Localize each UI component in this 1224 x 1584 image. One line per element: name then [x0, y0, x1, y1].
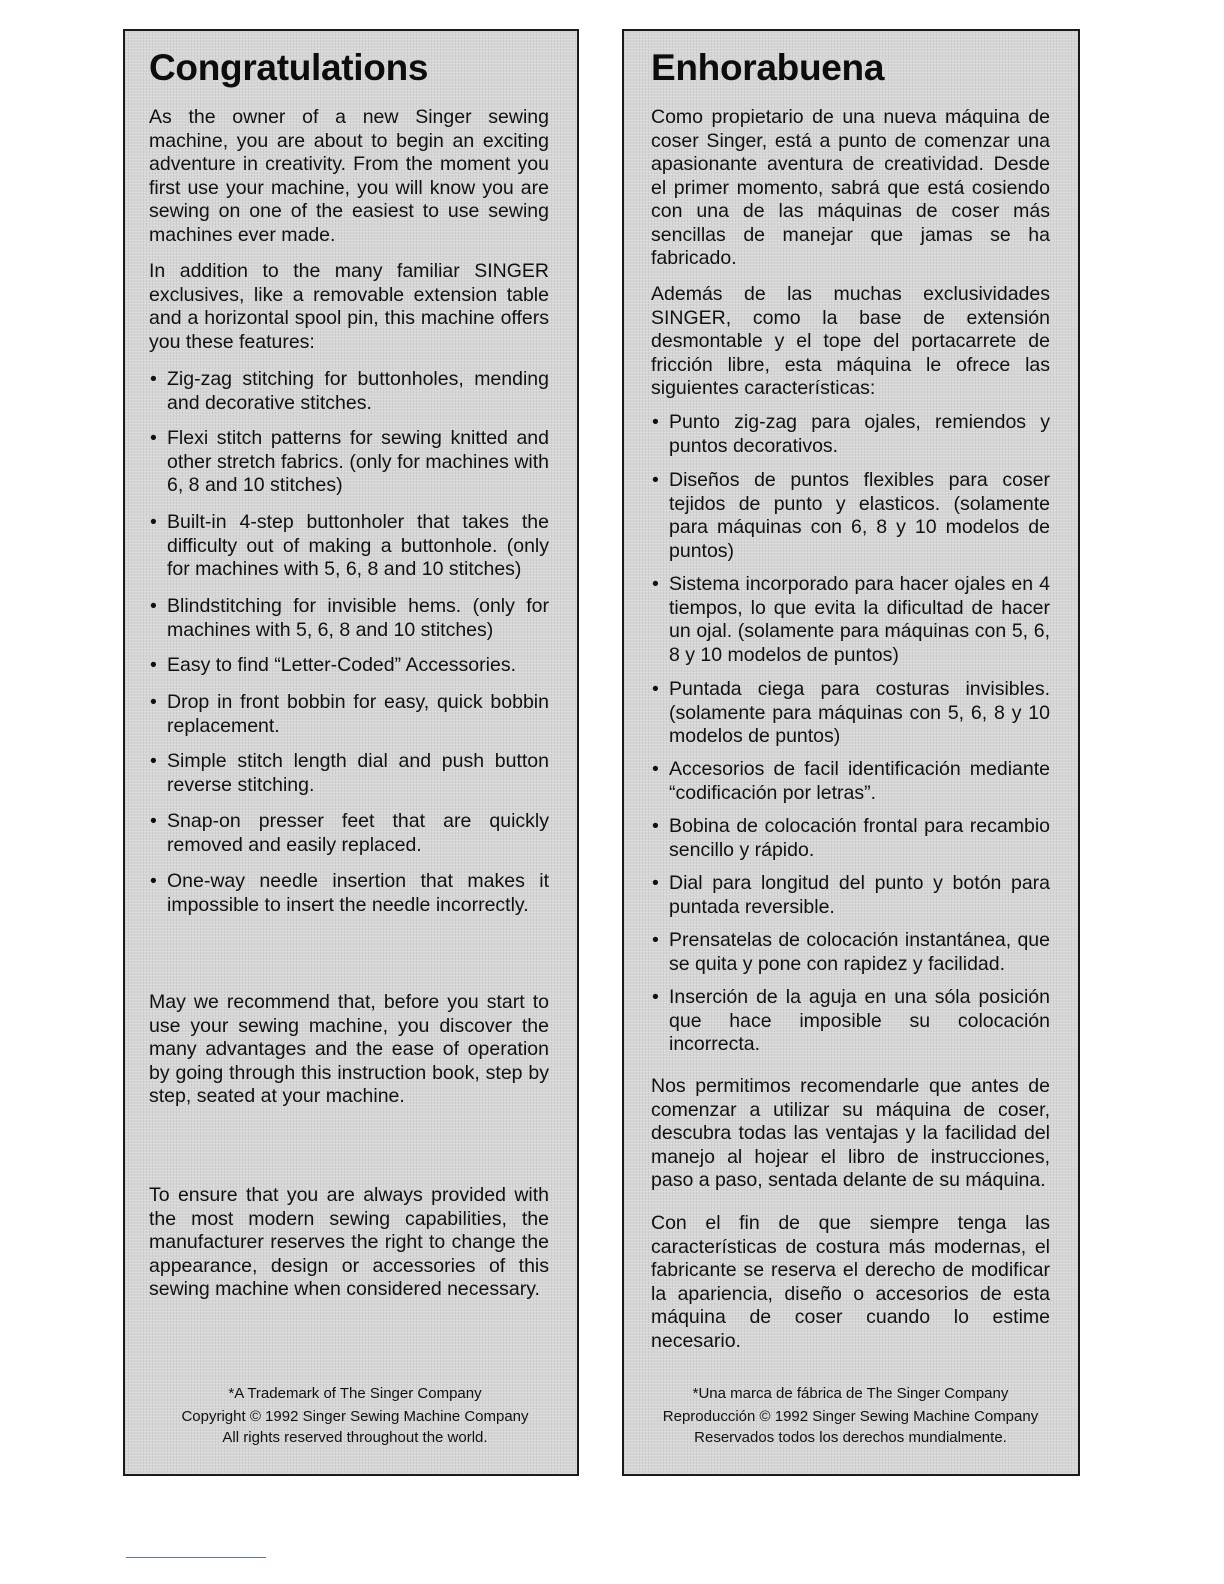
- list-item: • One-way needle insertion that makes it impossible to insert the needle incorrectly.: [149, 870, 549, 917]
- list-item: • Snap-on presser feet that are quickly removed and easily replaced.: [149, 810, 549, 857]
- list-item: • Diseños de puntos flexibles para coser tejidos de punto y elasticos. (solamente para máquinas con 6, 8 y 10 modelos de puntos): [651, 469, 1050, 563]
- copyright-note: Reproducción © 1992 Singer Sewing Machine Company: [662, 1408, 1039, 1425]
- features-intro-paragraph: In addition to the many familiar SINGER exclusives, like a removable extension table and a horizontal spool pin, this machine offers you these features:: [149, 260, 549, 353]
- english-panel: [123, 29, 579, 1476]
- features-intro-paragraph: Además de las muchas exclusividades SINGER, como la base de extensión desmontable y el tope del portacarrete de fricción libre, esta máquina le ofrece las siguientes características:: [651, 283, 1050, 399]
- list-item: • Built-in 4-step buttonholer that takes the difficulty out of making a buttonhole. (only for machines with 5, 6, 8 and 10 stitches): [149, 511, 549, 582]
- list-item: • Puntada ciega para costuras invisibles. (solamente para máquinas con 5, 6, 8 y 10 modelos de puntos): [651, 678, 1050, 749]
- rights-reserved-note: Reservados todos los derechos mundialmente.: [694, 1429, 1007, 1446]
- divider: [126, 1557, 266, 1558]
- spanish-panel: [622, 29, 1080, 1476]
- list-item: • Drop in front bobbin for easy, quick bobbin replacement.: [149, 691, 549, 738]
- list-item: • Simple stitch length dial and push button reverse stitching.: [149, 750, 549, 797]
- list-item: • Easy to find “Letter-Coded” Accessories.: [149, 654, 549, 678]
- intro-paragraph: As the owner of a new Singer sewing machine, you are about to begin an exciting adventure in creativity. From the moment you first use your machine, you will know you are sewing on one of the easiest to use sewing machines ever made.: [149, 106, 549, 246]
- list-item: • Zig-zag stitching for buttonholes, mending and decorative stitches.: [149, 368, 549, 415]
- list-item: • Dial para longitud del punto y botón para puntada reversible.: [651, 872, 1050, 919]
- page-title: Enhorabuena: [651, 47, 885, 88]
- trademark-note: *A Trademark of The Singer Company: [228, 1385, 482, 1402]
- rights-paragraph: Con el fin de que siempre tenga las características de costura más modernas, el fabricante se reserva el derecho de modificar la apariencia, diseño o accesorios de esta máquina de coser cuando lo estime necesario.: [651, 1212, 1050, 1352]
- trademark-note: *Una marca de fábrica de The Singer Company: [692, 1385, 1009, 1402]
- list-item: • Prensatelas de colocación instantánea, que se quita y pone con rapidez y facilidad.: [651, 929, 1050, 976]
- rights-reserved-note: All rights reserved throughout the world.: [222, 1429, 488, 1446]
- list-item: • Inserción de la aguja en una sóla posición que hace imposible su colocación incorrecta.: [651, 986, 1050, 1057]
- copyright-note: Copyright © 1992 Singer Sewing Machine Company: [181, 1408, 529, 1425]
- intro-paragraph: Como propietario de una nueva máquina de coser Singer, está a punto de comenzar una apasionante aventura de creatividad. Desde el primer momento, sabrá que está cosiendo con una de las máquinas de coser más sencillas de manejar que jamas se ha fabricado.: [651, 106, 1050, 269]
- footer: [139, 1382, 571, 1447]
- list-item: • Punto zig-zag para ojales, remiendos y puntos decorativos.: [651, 411, 1050, 458]
- footer: [629, 1382, 1072, 1447]
- list-item: • Blindstitching for invisible hems. (only for machines with 5, 6, 8 and 10 stitches): [149, 595, 549, 642]
- list-item: • Accesorios de facil identificación mediante “codificación por letras”.: [651, 758, 1050, 805]
- list-item: • Sistema incorporado para hacer ojales en 4 tiempos, lo que evita la dificultad de hacer un ojal. (solamente para máquinas con 5, 6, 8 y 10 modelos de puntos): [651, 573, 1050, 667]
- recommend-paragraph: May we recommend that, before you start to use your sewing machine, you discover the many advantages and the ease of operation by going through this instruction book, step by step, seated at your machine.: [149, 991, 549, 1107]
- list-item: • Flexi stitch patterns for sewing knitted and other stretch fabrics. (only for machines with 6, 8 and 10 stitches): [149, 427, 549, 498]
- page-title: Congratulations: [149, 47, 429, 88]
- rights-paragraph: To ensure that you are always provided with the most modern sewing capabilities, the manufacturer reserves the right to change the appearance, design or accessories of this sewing machine when considered necessary.: [149, 1184, 549, 1300]
- recommend-paragraph: Nos permitimos recomendarle que antes de comenzar a utilizar su máquina de coser, descubra todas las ventajas y la facilidad del manejo al hojear el libro de instrucciones, paso a paso, sentada delante de su máquina.: [651, 1075, 1050, 1191]
- list-item: • Bobina de colocación frontal para recambio sencillo y rápido.: [651, 815, 1050, 862]
